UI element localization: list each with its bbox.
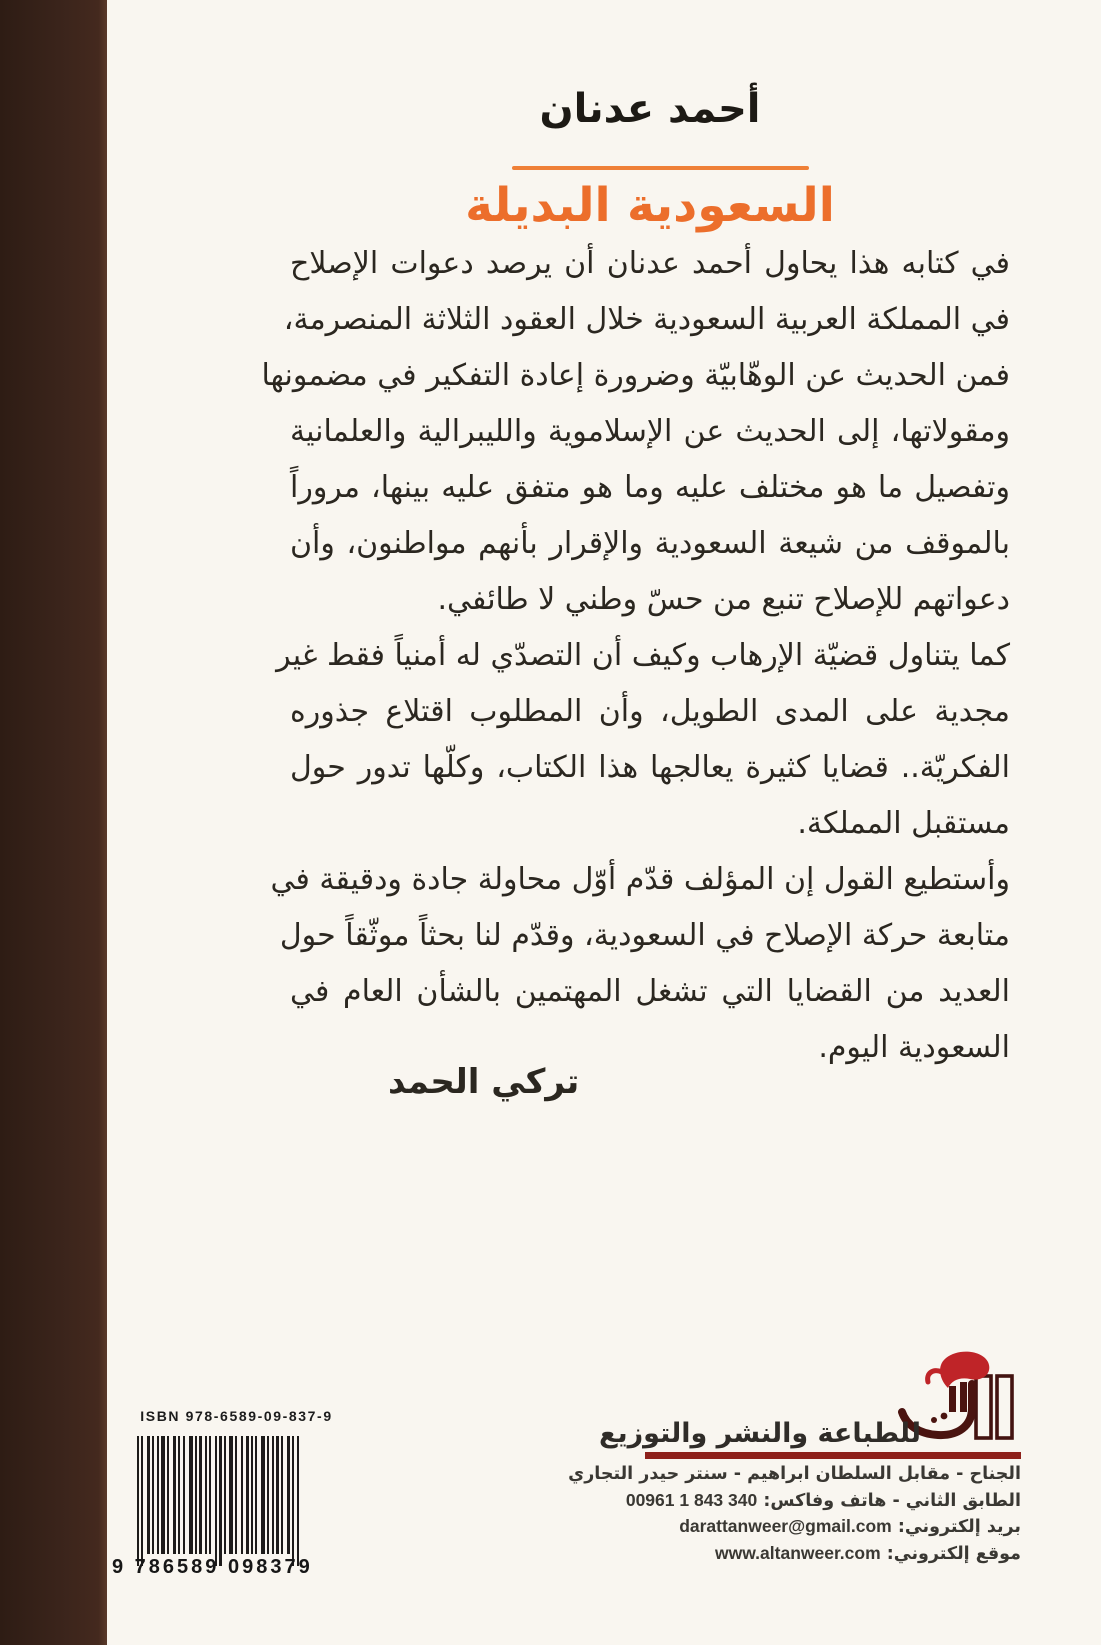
address-line-4: [541, 1541, 1021, 1568]
blurb-line: مستقبل المملكة.: [797, 806, 1010, 841]
barcode-bar: [161, 1436, 165, 1554]
phone-label: الطابق الثاني - هاتف وفاكس:: [763, 1490, 1021, 1511]
title-divider-rule: [512, 166, 809, 170]
barcode-bar: [246, 1436, 249, 1554]
barcode-bar: [276, 1436, 279, 1554]
barcode-bar: [137, 1436, 139, 1566]
blurb-line: السعودية اليوم.: [818, 1030, 1010, 1065]
email-label: بريد إلكتروني:: [897, 1517, 1021, 1537]
blurb-line: العديد من القضايا التي تشغل المهتمين بالشأن العام في: [290, 974, 1010, 1009]
barcode-bar: [219, 1436, 222, 1566]
address-line-2: [541, 1488, 1021, 1515]
barcode-bar: [141, 1436, 143, 1566]
blurb-line: مجدية على المدى الطويل، وأن المطلوب اقتلاع جذوره: [290, 694, 1010, 729]
barcode-bar: [229, 1436, 233, 1554]
barcode-bar: [205, 1436, 207, 1554]
isbn-digits: 9 786589 098379: [112, 1556, 313, 1578]
barcode-bar: [178, 1436, 180, 1554]
logo-dot: [941, 1413, 948, 1420]
back-cover-blurb: [261, 236, 1010, 1076]
address-line-1: الجناح - مقابل السلطان ابراهيم - سنتر حيدر التجاري: [568, 1464, 1021, 1484]
barcode-bar: [287, 1436, 290, 1554]
barcode-bar: [255, 1436, 257, 1554]
logo-dot: [931, 1417, 937, 1423]
book-title: السعودية البديلة: [465, 178, 835, 233]
author-name: أحمد عدنان: [539, 86, 761, 132]
barcode-bar: [241, 1436, 243, 1554]
barcode-bar: [235, 1436, 237, 1554]
isbn-label: ISBN 978-6589-09-837-9: [140, 1408, 333, 1424]
logo-stroke: [949, 1386, 956, 1412]
barcode-bar: [292, 1436, 294, 1566]
flame-curl: [928, 1371, 942, 1382]
isbn-barcode: [137, 1436, 337, 1568]
barcode-bar: [272, 1436, 274, 1554]
blurb-line: وتفصيل ما هو مختلف عليه وما هو متفق عليه بينها، مروراً: [290, 470, 1010, 505]
barcode-bar: [195, 1436, 197, 1554]
blurb-line: دعواتهم للإصلاح تنبع من حسّ وطني لا طائفي.: [437, 582, 1010, 617]
barcode-bar: [183, 1436, 185, 1554]
barcode-bar: [281, 1436, 283, 1554]
email-address: darattanweer@gmail.com: [679, 1516, 892, 1536]
barcode-bar: [147, 1436, 150, 1554]
barcode-bar: [267, 1436, 269, 1554]
book-spine-strip: [0, 0, 107, 1645]
blurb-line: ومقولاتها، إلى الحديث عن الإسلاموية والليبرالية والعلمانية: [290, 414, 1010, 449]
barcode-bar: [152, 1436, 154, 1554]
blurb-line: كما يتناول قضيّة الإرهاب وكيف أن التصدّي له أمنياً فقط غير: [276, 638, 1010, 673]
blurb-line: بالموقف من شيعة السعودية والإقرار بأنهم مواطنون، وأن: [290, 526, 1010, 561]
barcode-bar: [167, 1436, 169, 1554]
logo-stroke: [960, 1382, 967, 1412]
blurb-line: فمن الحديث عن الوهّابيّة وضرورة إعادة التفكير في مضمونها: [261, 358, 1010, 393]
barcode-bar: [224, 1436, 226, 1554]
barcode-bar: [199, 1436, 202, 1554]
publisher-tagline: للطباعة والنشر والتوزيع: [599, 1418, 921, 1449]
cover-header: [290, 80, 1010, 138]
publisher-address-block: [541, 1462, 1021, 1567]
barcode-bar: [173, 1436, 176, 1554]
blurb-line: وأستطيع القول إن المؤلف قدّم أوّل محاولة جادة ودقيقة في: [270, 862, 1010, 897]
blurb-line: في كتابه هذا يحاول أحمد عدنان أن يرصد دعوات الإصلاح: [290, 246, 1010, 281]
barcode-bar: [189, 1436, 193, 1554]
blurb-line: في المملكة العربية السعودية خلال العقود الثلاثة المنصرمة،: [283, 302, 1010, 337]
phone-number: 00961 1 843 340: [625, 1489, 758, 1510]
reviewer-signature: تركي الحمد: [388, 1062, 580, 1102]
blurb-line: الفكريّة.. قضايا كثيرة يعالجها هذا الكتاب، وكلّها تدور حول: [290, 750, 1010, 785]
website-label: موقع إلكتروني:: [886, 1543, 1021, 1564]
logo-letter-bars: [976, 1376, 1012, 1438]
barcode-bar: [209, 1436, 211, 1554]
barcode-bar: [261, 1436, 265, 1554]
barcode-bar: [251, 1436, 253, 1554]
website-url: www.altanweer.com: [714, 1542, 881, 1563]
barcode-bar: [297, 1436, 299, 1566]
publisher-divider-rule: [645, 1452, 1021, 1459]
barcode-bar: [215, 1436, 217, 1566]
address-line-3: [541, 1514, 1021, 1541]
barcode-bar: [157, 1436, 159, 1554]
blurb-line: متابعة حركة الإصلاح في السعودية، وقدّم لنا بحثاً موثّقاً حول: [279, 918, 1010, 953]
